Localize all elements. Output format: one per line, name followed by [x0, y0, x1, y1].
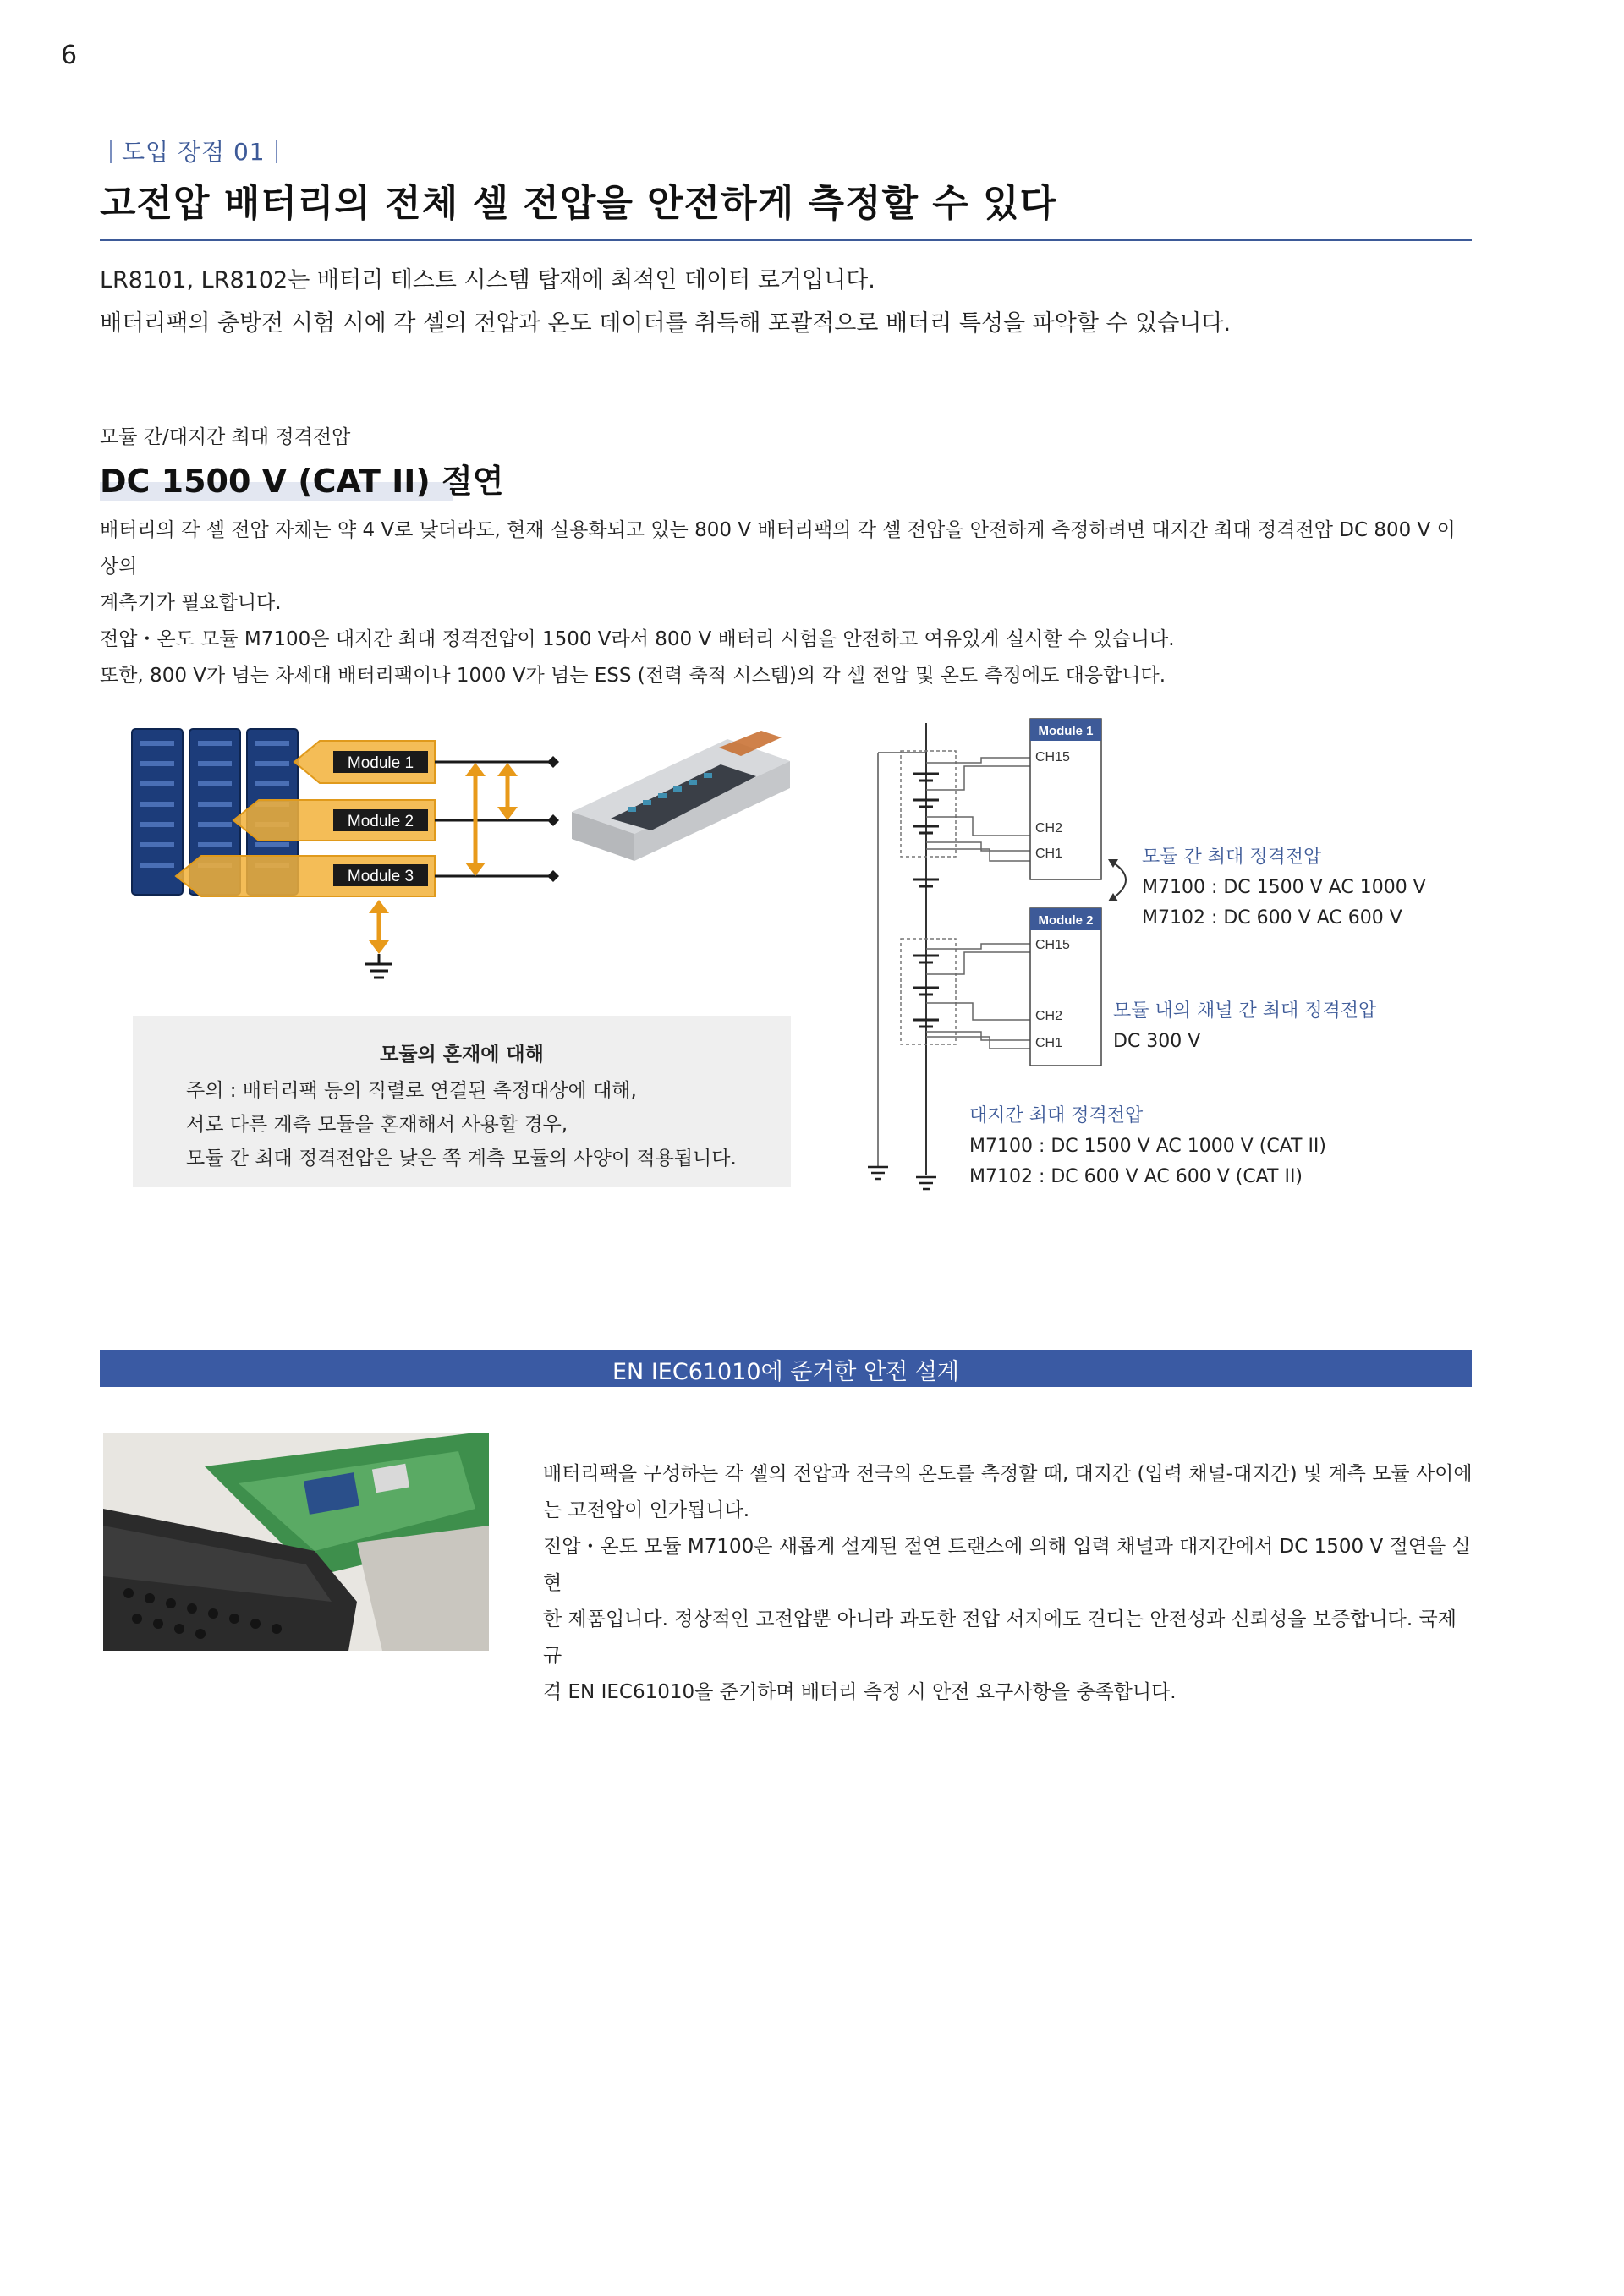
note-line: 서로 다른 계측 모듈을 혼재해서 사용할 경우,: [186, 1114, 568, 1136]
body-line: 계측기가 필요합니다.: [100, 592, 282, 614]
between-modules-line: M7102 : DC 600 V AC 600 V: [1142, 907, 1402, 929]
body-line: 전압・온도 모듈 M7100은 새롭게 설계된 절연 트랜스에 의해 입력 채널과 대지간에서 DC 1500 V 절연을 실현: [543, 1536, 1471, 1594]
terminal-diamonds: [547, 756, 559, 882]
body-line: 전압・온도 모듈 M7100은 대지간 최대 정격전압이 1500 V라서 800 V 배터리 시험을 안전하고 여유있게 실시할 수 있습니다.: [100, 628, 1175, 650]
body-line: 는 고전압이 인가됩니다.: [543, 1499, 750, 1521]
module-tag-2: [233, 800, 435, 841]
to-ground-line: M7102 : DC 600 V AC 600 V (CAT II): [969, 1166, 1303, 1187]
module-tag-3: [176, 856, 435, 896]
to-ground-title: 대지간 최대 정격전압: [969, 1105, 1144, 1126]
within-module-title: 모듈 내의 채널 간 최대 정격전압: [1113, 1000, 1377, 1022]
lead-line: LR8101, LR8102는 배터리 테스트 시스템 탑재에 최적인 데이터 로거입니다.: [100, 267, 875, 293]
within-module-line: DC 300 V: [1113, 1031, 1201, 1052]
product-photo: [103, 1433, 489, 1651]
channel-label: CH15: [1035, 750, 1070, 764]
body-line: 또한, 800 V가 넘는 차세대 배터리팩이나 1000 V가 넘는 ESS (전력 축적 시스템)의 각 셀 전압 및 온도 측정에도 대응합니다.: [100, 665, 1166, 687]
kicker-text: 도입 장점 01: [122, 138, 266, 166]
body-line: 격 EN IEC61010을 준거하며 배터리 측정 시 안전 요구사항을 충족합니다.: [543, 1681, 1177, 1703]
section1-sublabel: 모듈 간/대지간 최대 정격전압: [100, 426, 351, 448]
module-tag-label: Module 2: [347, 813, 414, 830]
channel-label: CH15: [1035, 938, 1070, 952]
channel-label: CH2: [1035, 821, 1063, 836]
channel-label: CH1: [1035, 1036, 1063, 1050]
channel-label: CH2: [1035, 1009, 1063, 1023]
section1-title: DC 1500 V (CAT II) 절연: [100, 463, 504, 500]
body-line: 한 제품입니다. 정상적인 고전압뿐 아니라 과도한 전압 서지에도 견디는 안전성과 신뢰성을 보증합니다. 국제규: [543, 1608, 1457, 1667]
battery-pack-illustration: [572, 731, 790, 861]
note-line: 모듈 간 최대 정격전압은 낮은 쪽 계측 모듈의 사양이 적용됩니다.: [186, 1148, 737, 1170]
body-line: 배터리팩을 구성하는 각 셀의 전압과 전극의 온도를 측정할 때, 대지간 (입력 채널-대지간) 및 계측 모듈 사이에: [543, 1463, 1473, 1485]
body-line: 배터리의 각 셀 전압 자체는 약 4 V로 낮더라도, 현재 실용화되고 있는 800 V 배터리팩의 각 셀 전압을 안전하게 측정하려면 대지간 최대 정격전압 DC 800 V 이상의: [100, 519, 1456, 578]
between-modules-title: 모듈 간 최대 정격전압: [1142, 847, 1322, 868]
connection-lines: [435, 762, 553, 876]
ground-icon: [365, 954, 392, 978]
to-ground-line: M7100 : DC 1500 V AC 1000 V (CAT II): [969, 1136, 1327, 1157]
section2-body: [543, 1456, 1473, 1711]
section2-banner-text: EN IEC61010에 준거한 안전 설계: [612, 1359, 959, 1385]
module1-header: Module 1: [1038, 724, 1094, 738]
note-line: 주의 : 배터리팩 등의 직렬로 연결된 측정대상에 대해,: [186, 1080, 637, 1102]
channel-label: CH1: [1035, 847, 1063, 861]
page-number: 6: [61, 41, 78, 70]
module-tag-1: [294, 741, 435, 783]
between-modules-line: M7100 : DC 1500 V AC 1000 V: [1142, 877, 1426, 898]
module-tag-label: Module 3: [347, 868, 414, 885]
page-headline: 고전압 배터리의 전체 셀 전압을 안전하게 측정할 수 있다: [100, 182, 1057, 225]
lead-line: 배터리팩의 충방전 시험 시에 각 셀의 전압과 온도 데이터를 취득해 포괄적으로 배터리 특성을 파악할 수 있습니다.: [100, 310, 1232, 337]
module-tag-label: Module 1: [347, 754, 414, 772]
note-body: [186, 1074, 737, 1175]
note-title: 모듈의 혼재에 대해: [380, 1044, 544, 1066]
module2-header: Module 2: [1038, 913, 1094, 928]
